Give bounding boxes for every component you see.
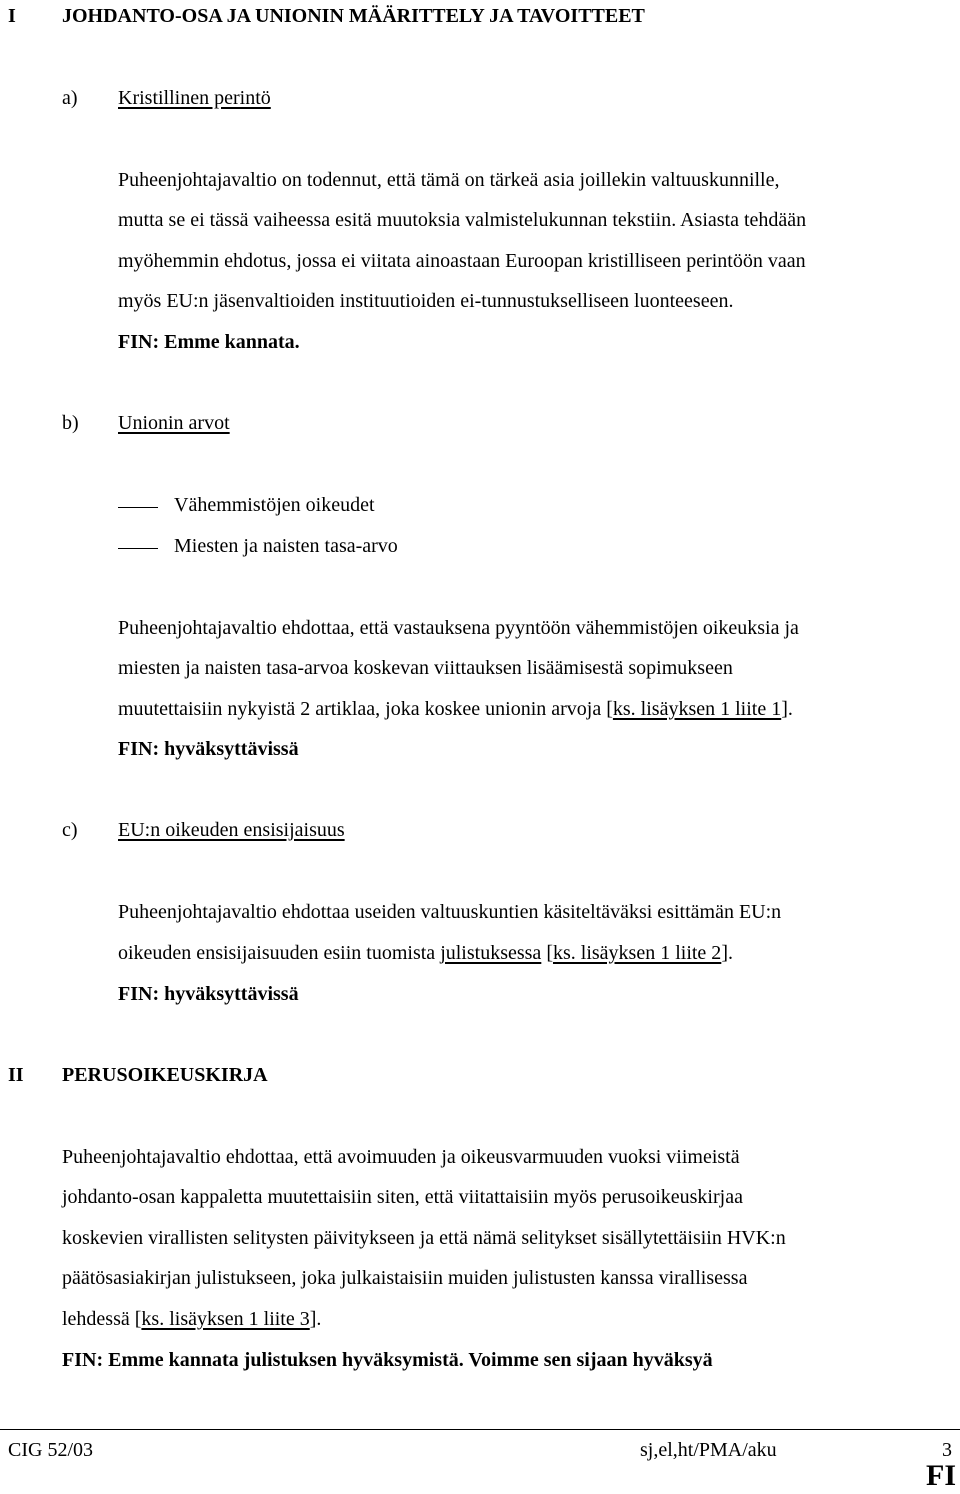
subsection-a-line-4: myös EU:n jäsenvaltioiden instituutioiden ei-tunnustukselliseen luonteeseen. [118,290,734,312]
annex-3-reference: ks. lisäyksen 1 liite 3 [141,1308,310,1330]
subsection-b-line-3: muutettaisiin nykyistä 2 artiklaa, joka koskee unionin arvoja [ks. lisäyksen 1 liite 1]. [118,698,793,720]
subsection-a-line-1: Puheenjohtajavaltio on todennut, että tämä on tärkeä asia joillekin valtuuskunnille, [118,169,780,191]
section-ii-line-2: johdanto-osan kappaletta muutettaisiin siten, että viitattaisiin myös perusoikeuskirjaa [62,1186,743,1208]
section-ii-numeral: II [8,1064,24,1086]
section-ii-line-3: koskevien virallisten selitysten päivitykseen ja että nämä selitykset sisällytettäisiin HVK:n [62,1227,786,1249]
footer-doc-ref: CIG 52/03 [8,1439,93,1461]
subsection-b-marker: b) [62,412,79,434]
bullet-gender-equality: Miesten ja naisten tasa-arvo [174,535,398,557]
bullet-dash [118,548,158,549]
annex-2-reference: ks. lisäyksen 1 liite 2 [552,942,722,964]
section-ii-position: FIN: Emme kannata julistuksen hyväksymistä. Voimme sen sijaan hyväksyä [62,1349,713,1371]
section-ii-title: PERUSOIKEUSKIRJA [62,1064,268,1086]
subsection-a-line-2: mutta se ei tässä vaiheessa esitä muutoksia valmistelukunnan tekstiin. Asiasta tehdään [118,209,807,231]
footer-rule [0,1429,960,1430]
subsection-c-line-1: Puheenjohtajavaltio ehdottaa useiden valtuuskuntien käsiteltäväksi esittämän EU:n [118,901,782,923]
section-ii-line-4: päätösasiakirjan julistukseen, joka julkaistaisiin muiden julistusten kanssa virallisessa [62,1267,748,1289]
subsection-b-heading: Unionin arvot [118,412,230,434]
section-i-title: JOHDANTO-OSA JA UNIONIN MÄÄRITTELY JA TAVOITTEET [62,5,645,27]
bullet-dash [118,507,158,508]
bullet-minority-rights: Vähemmistöjen oikeudet [174,494,375,516]
subsection-c-heading: EU:n oikeuden ensisijaisuus [118,819,345,841]
declaration-word: julistuksessa [440,942,542,964]
annex-1-reference: ks. lisäyksen 1 liite 1 [612,698,782,720]
footer-initials: sj,el,ht/PMA/aku [640,1439,777,1461]
subsection-c-marker: c) [62,819,78,841]
subsection-b-line-2: miesten ja naisten tasa-arvoa koskevan viittauksen lisäämisestä sopimukseen [118,657,733,679]
footer-language-code: FI [926,1459,956,1492]
section-ii-line-1: Puheenjohtajavaltio ehdottaa, että avoimuuden ja oikeusvarmuuden vuoksi viimeistä [62,1146,740,1168]
subsection-c-position: FIN: hyväksyttävissä [118,983,299,1005]
subsection-a-line-3: myöhemmin ehdotus, jossa ei viitata ainoastaan Euroopan kristilliseen perintöön vaan [118,250,806,272]
section-ii-line-5: lehdessä [ks. lisäyksen 1 liite 3]. [62,1308,322,1330]
subsection-b-position: FIN: hyväksyttävissä [118,738,299,760]
subsection-a-position: FIN: Emme kannata. [118,331,300,353]
subsection-c-line-2: oikeuden ensisijaisuuden esiin tuomista julistuksessa [ks. lisäyksen 1 liite 2]. [118,942,733,964]
subsection-a-heading: Kristillinen perintö [118,87,271,109]
subsection-a-marker: a) [62,87,78,109]
section-i-numeral: I [8,5,16,27]
subsection-b-line-1: Puheenjohtajavaltio ehdottaa, että vastauksena pyyntöön vähemmistöjen oikeuksia ja [118,617,799,639]
footer-page-number: 3 [942,1439,952,1461]
